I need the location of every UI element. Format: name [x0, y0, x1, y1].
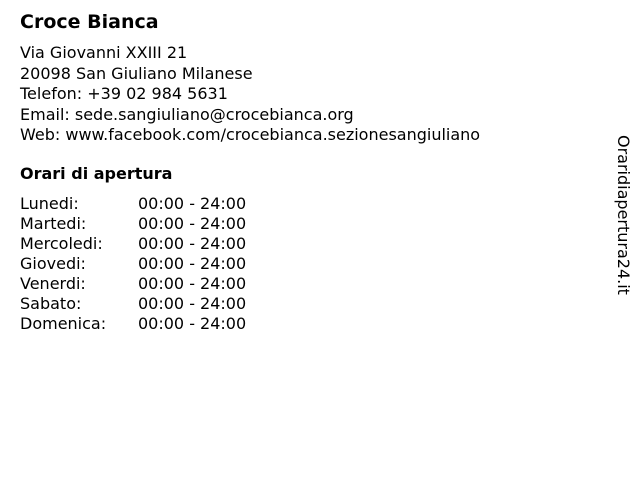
opening-hours-table — [20, 194, 268, 334]
hours-row-saturday — [20, 294, 268, 314]
street-address: Via Giovanni XXIII 21 — [20, 43, 188, 62]
time-range: 00:00 - 24:00 — [138, 314, 247, 333]
opening-hours-heading: Orari di apertura — [20, 164, 173, 183]
site-watermark: Oraridiapertura24.it — [614, 135, 633, 295]
time-range: 00:00 - 24:00 — [138, 274, 247, 293]
city-address: 20098 San Giuliano Milanese — [20, 63, 253, 83]
day-label: Domenica: — [20, 314, 107, 333]
hours-row-sunday — [20, 314, 268, 334]
time-range: 00:00 - 24:00 — [138, 234, 247, 253]
hours-row-tuesday — [20, 214, 268, 234]
address-block — [20, 43, 480, 146]
phone-line: Telefon: +39 02 984 5631 — [20, 84, 228, 103]
day-label: Mercoledi: — [20, 234, 103, 253]
time-range: 00:00 - 24:00 — [138, 254, 247, 273]
hours-row-wednesday — [20, 234, 268, 254]
day-label: Venerdi: — [20, 274, 86, 293]
day-label: Lunedi: — [20, 194, 79, 213]
hours-row-friday — [20, 274, 268, 294]
time-range: 00:00 - 24:00 — [138, 194, 247, 213]
time-range: 00:00 - 24:00 — [138, 294, 247, 313]
day-label: Martedi: — [20, 214, 87, 233]
day-label: Sabato: — [20, 294, 82, 313]
hours-row-monday — [20, 194, 268, 214]
business-title: Croce Bianca — [20, 11, 159, 33]
day-label: Giovedi: — [20, 254, 86, 273]
email-line: Email: sede.sangiuliano@crocebianca.org — [20, 104, 354, 124]
web-line: Web: www.facebook.com/crocebianca.sezionesangiuliano — [20, 125, 481, 144]
time-range: 00:00 - 24:00 — [138, 214, 247, 233]
hours-row-thursday — [20, 254, 268, 274]
